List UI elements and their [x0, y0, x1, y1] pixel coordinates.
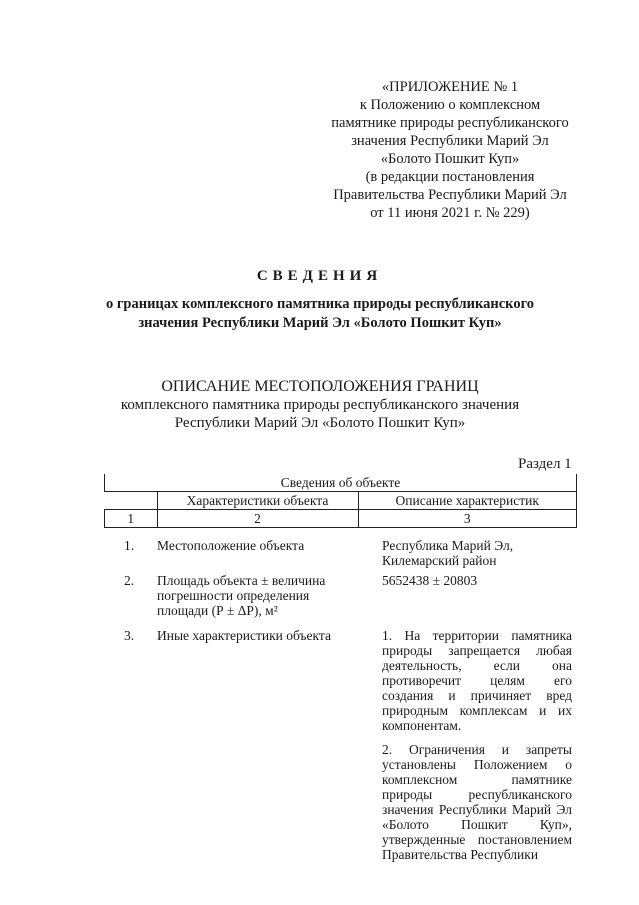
description-line: Республики Марий Эл «Болото Пошкит Куп» [174, 415, 466, 431]
appendix-line: «Болото Пошкит Куп» [380, 151, 520, 167]
subtitle-line: значения Республики Марий Эл «Болото Пошкит Куп» [138, 315, 502, 331]
row-number: 3. [124, 628, 135, 643]
row-number: 1. [124, 538, 135, 553]
row-name: Площадь объекта ± величина погрешности определения площади (Р ± ΔР), м² [157, 573, 326, 618]
appendix-line: «ПРИЛОЖЕНИЕ № 1 [381, 79, 519, 95]
row-value: 5652438 ± 20803 [382, 573, 478, 588]
appendix-line: (в редакции постановления [365, 169, 535, 185]
column-header-description: Описание характеристик [358, 492, 577, 510]
subtitle-line: о границах комплексного памятника природы республиканского [105, 296, 535, 312]
appendix-header [320, 78, 580, 222]
appendix-line: к Положению о комплексном [359, 97, 541, 113]
document-subtitle [80, 295, 560, 333]
row-value: Республика Марий Эл, Килемарский район [382, 538, 514, 568]
appendix-line: памятнике природы республиканского [331, 115, 569, 131]
description-heading [80, 378, 560, 432]
row-name: Местоположение объекта [157, 538, 305, 553]
description-line: комплексного памятника природы республиканского значения [120, 397, 520, 413]
description-title: ОПИСАНИЕ МЕСТОПОЛОЖЕНИЯ ГРАНИЦ [161, 378, 479, 395]
object-table-header [104, 474, 577, 528]
document-title: СВЕДЕНИЯ [256, 268, 383, 284]
column-number: 1 [105, 510, 158, 528]
row-value-paragraph: 1. На территории памятника природы запрещается любая деятельность, если она противоречит целям его создания и причиняет вред природным комплексам и их компонентам. [382, 628, 572, 733]
row-name: Иные характеристики объекта [157, 628, 331, 643]
column-number: 3 [358, 510, 577, 528]
column-header-characteristics: Характеристики объекта [157, 492, 358, 510]
column-number: 2 [157, 510, 358, 528]
appendix-line: значения Республики Марий Эл [351, 133, 549, 149]
row-number: 2. [124, 573, 135, 588]
appendix-line: от 11 июня 2021 г. № 229) [370, 205, 530, 221]
table-caption: Сведения об объекте [105, 474, 577, 492]
section-label: Раздел 1 [518, 456, 572, 472]
appendix-line: Правительства Республики Марий Эл [333, 187, 567, 203]
row-value-paragraph: 2. Ограничения и запреты установлены Положением о комплексном памятнике природы республиканского значения Республики Марий Эл «Болото Пошкит Куп», утвержденные постановлением Правительства Республики [382, 742, 572, 862]
row-value [382, 628, 572, 871]
